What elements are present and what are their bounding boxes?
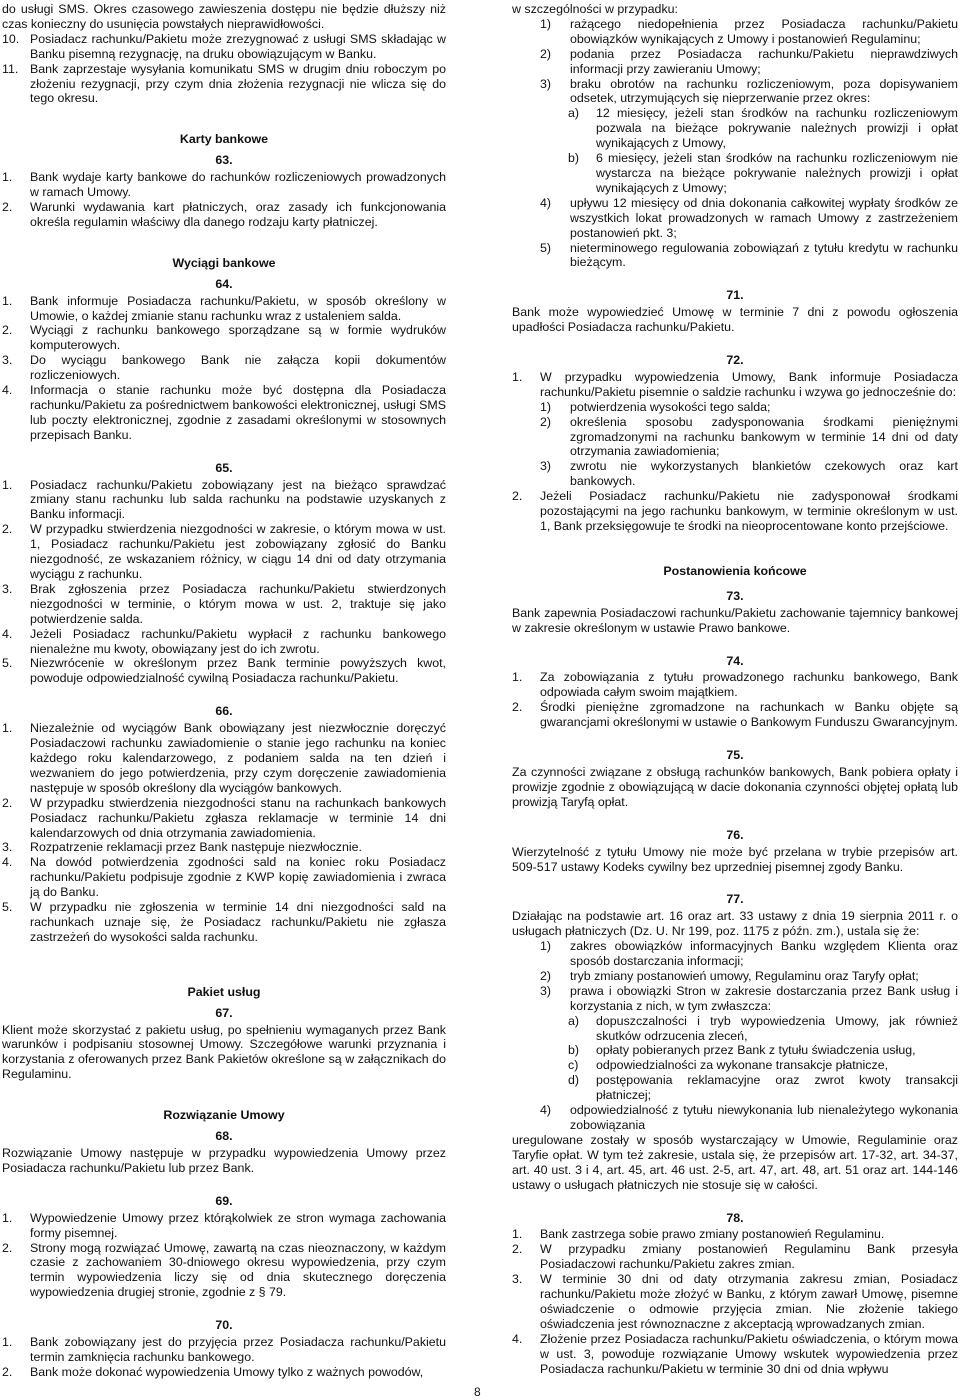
item-number: 1. xyxy=(512,670,523,685)
item-text: opłaty pobieranych przez Bank z tytułu świadczenia usług, xyxy=(596,1043,916,1058)
paragraph: Za czynności związane z obsługą rachunków bankowych, Bank pobiera opłaty i prowizje zgodnie z obowiązującą w dacie dokonania czynności objętej opłatą lub prowizją Taryfą opłat. xyxy=(512,764,958,809)
numbered-item xyxy=(2,1241,446,1301)
numbered-item xyxy=(2,478,446,523)
item-number: b) xyxy=(568,151,580,166)
numbered-item xyxy=(512,700,958,730)
item-number: 1) xyxy=(540,939,552,954)
sub-item xyxy=(540,47,958,77)
numbered-item xyxy=(2,200,446,230)
letter-item xyxy=(568,151,958,196)
numbered-item xyxy=(2,900,446,945)
item-number: b) xyxy=(568,1043,580,1058)
item-number: 2. xyxy=(512,489,523,504)
numbered-item xyxy=(2,383,446,443)
left-column xyxy=(2,2,446,1380)
numbered-item xyxy=(2,656,446,686)
sub-item xyxy=(540,17,958,47)
paragraph: Bank zapewnia Posiadaczowi rachunku/Pakietu zachowanie tajemnicy bankowej w zakresie określonym w ustawie Prawo bankowe. xyxy=(512,605,958,635)
numbered-item xyxy=(512,1227,958,1242)
paragraph: uregulowane zostały w sposób wystarczający w Umowie, Regulaminie oraz Taryfie opłat. W tym też zakresie, ustala się, że przepisów art. 17-32, art. 34-37, art. 40 ust. 3 i 4, art. 45, art. 46 ust. 2-5, art. 47, art. 48, art. 51 oraz art. 144-146 ustawy o usługach płatniczych nie stosuje się w całości. xyxy=(512,1132,958,1192)
item-text: Bank zaprzestaje wysyłania komunikatu SMS w drugim dniu roboczym po złożeniu rezygnacji, przy czym dnia złożenia rezygnacji nie wlicza się do tego okresu. xyxy=(30,61,446,106)
item-number: 4. xyxy=(2,855,13,870)
item-text: Bank informuje Posiadacza rachunku/Pakietu, w sposób określony w Umowie, o każdej zmianie stanu rachunku wraz z ustaleniem salda. xyxy=(30,293,446,323)
item-number: 2. xyxy=(2,795,13,810)
numbered-item xyxy=(2,582,446,627)
letter-item xyxy=(568,1014,958,1044)
item-text: odpowiedzialność z tytułu niewykonania lub nienależytego wykonania zobowiązania xyxy=(570,1103,958,1132)
item-text: określenia sposobu zadysponowania środkami pieniężnymi zgromadzonymi na rachunku bankowym w terminie 14 dni od daty otrzymania zawiadomienia; xyxy=(570,414,958,459)
sub-item xyxy=(540,1103,958,1133)
item-text: W przypadku nie zgłoszenia w terminie 14 dni niezgodności sald na rachunkach uznaje się, że Posiadacz rachunku/Pakietu nie zgłasza zastrzeżeń do wysokości salda rachunku. xyxy=(30,900,446,944)
item-text: zakres obowiązków informacyjnych Banku względem Klienta oraz sposób dostarczania informacji; xyxy=(570,939,958,969)
item-number: 2. xyxy=(2,1364,13,1379)
section-heading: Pakiet usług xyxy=(187,984,261,999)
item-number: 1. xyxy=(2,170,13,185)
item-number: 3) xyxy=(540,983,552,998)
section-heading: Rozwiązanie Umowy xyxy=(163,1108,285,1123)
item-number: 1. xyxy=(2,477,13,492)
item-text: Jeżeli Posiadacz rachunku/Pakietu wypłacił z rachunku bankowego nienależne mu kwoty, obowiązany jest do ich zwrotu. xyxy=(30,626,446,656)
item-text: braku obrotów na rachunku rozliczeniowym, poza dopisywaniem odsetek, utrzymujących się nieprzerwanie przez okres: xyxy=(570,76,958,106)
item-number: 2) xyxy=(540,46,552,61)
article-number: 77. xyxy=(726,892,744,907)
item-text: rażącego niedopełnienia przez Posiadacza rachunku/Pakietu obowiązków wynikających z Umowy i postanowień Regulaminu; xyxy=(570,16,958,46)
numbered-item xyxy=(2,1365,446,1380)
numbered-item xyxy=(2,1335,446,1365)
item-number: a) xyxy=(568,106,580,121)
item-text: Posiadacz rachunku/Pakietu zobowiązany jest na bieżąco sprawdzać zmiany stanu rachunku lub salda rachunku na podstawie uzyskanych z Banku informacji. xyxy=(30,477,446,522)
numbered-item xyxy=(2,796,446,841)
item-text: Do wyciągu bankowego Bank nie załącza kopii dokumentów rozliczeniowych. xyxy=(30,353,446,383)
item-text: W przypadku zmiany postanowień Regulaminu Bank przesyła Posiadaczowi rachunku/Pakietu zakres zmian. xyxy=(540,1242,958,1272)
item-text: postępowania reklamacyjne oraz zwrot kwoty transakcji płatniczej; xyxy=(596,1073,958,1103)
article-number: 74. xyxy=(726,653,744,668)
numbered-item xyxy=(2,1211,446,1241)
item-number: 4) xyxy=(540,1103,552,1118)
item-text: Bank może dokonać wypowiedzenia Umowy tylko z ważnych powodów, xyxy=(30,1364,424,1379)
item-text: Strony mogą rozwiązać Umowę, zawartą na czas nieoznaczony, w każdym czasie z zachowaniem 30-dniowego okresu wypowiedzenia, przy czym termin wypowiedzenia liczy się od dnia skutecznego doręczenia wypowiedzenia drugiej stronie, zgodnie z § 79. xyxy=(30,1240,446,1300)
sub-item xyxy=(540,459,958,489)
numbered-item xyxy=(2,840,446,855)
item-number: 1. xyxy=(2,1210,13,1225)
item-number: c) xyxy=(568,1058,579,1073)
item-text: Rozpatrzenie reklamacji przez Bank następuje niezwłocznie. xyxy=(30,840,362,855)
item-text: upływu 12 miesięcy od dnia dokonania całkowitej wypłaty środków ze wszystkich lokat prowadzonych w ramach Umowy z zastrzeżeniem postanowień pkt. 3; xyxy=(570,195,958,240)
item-text: Niezależnie od wyciągów Bank obowiązany jest niezwłocznie doręczyć Posiadaczowi rachunku zawiadomienie o stanie jego rachunku na koniec każdego roku kalendarzowego, z podaniem salda na ten dzień i wezwaniem do jego potwierdzenia, przy czym doręczenie zawiadomienia następuje w sposób określony dla wyciągów bankowych. xyxy=(30,721,446,795)
letter-item xyxy=(568,1058,958,1073)
item-text: Bank zobowiązany jest do przyjęcia przez Posiadacza rachunku/Pakietu termin zamknięcia rachunku bankowego. xyxy=(30,1335,446,1364)
item-number: 2. xyxy=(2,199,13,214)
item-number: 3. xyxy=(2,840,13,855)
item-text: Bank wydaje karty bankowe do rachunków rozliczeniowych prowadzonych w ramach Umowy. xyxy=(30,170,446,200)
numbered-item xyxy=(512,1242,958,1272)
article-number: 68. xyxy=(215,1129,233,1144)
article-number: 78. xyxy=(726,1210,744,1225)
item-number: 1) xyxy=(540,16,552,31)
numbered-item xyxy=(512,1332,958,1377)
item-text: podania przez Posiadacza rachunku/Pakietu nieprawdziwych informacji przy zawieraniu Umowy; xyxy=(570,46,958,76)
item-text: W terminie 30 dni od daty otrzymania zakresu zmian, Posiadacz rachunku/Pakietu może złożyć w Banku, z którym zawarł Umowę, pisemne oświadczenie o odmowie przyjęcia zmian. Nie złożenie takiego oświadczenia jest równoznaczne z akceptacją wprowadzanych zmian. xyxy=(540,1272,958,1331)
letter-item xyxy=(568,106,958,151)
item-number: 4. xyxy=(512,1331,523,1346)
item-text: W przypadku wypowiedzenia Umowy, Bank informuje Posiadacza rachunku/Pakietu pisemnie o saldzie rachunku i wzywa go jednocześnie do: xyxy=(540,369,958,399)
item-text: zwrotu nie wykorzystanych blankietów czekowych oraz kart bankowych. xyxy=(570,459,958,489)
item-number: 3) xyxy=(540,459,552,474)
numbered-item xyxy=(2,353,446,383)
numbered-item xyxy=(512,1272,958,1332)
item-text: nieterminowego regulowania zobowiązań z tytułu kredytu w rachunku bieżącym. xyxy=(570,240,958,270)
item-text: prawa i obowiązki Stron w zakresie dostarczania przez Bank usług i korzystania z nich, w tym zwłaszcza: xyxy=(570,983,958,1013)
numbered-item xyxy=(512,489,958,534)
item-text: W przypadku stwierdzenia niezgodności w zakresie, o którym mowa w ust. 1, Posiadacz rachunku/Pakietu jest zobowiązany zgłosić do Banku niezgodność, ze wskazaniem różnicy, w ciągu 14 dni od daty otrzymania wyciągu z rachunku. xyxy=(30,522,446,581)
numbered-item xyxy=(2,522,446,582)
sub-item xyxy=(540,984,958,1014)
item-number: 5) xyxy=(540,240,552,255)
item-number: 1. xyxy=(2,293,13,308)
article-number: 67. xyxy=(215,1005,233,1020)
paragraph: Rozwiązanie Umowy następuje w przypadku wypowiedzenia Umowy przez Posiadacza rachunku/Pakietu lub przez Bank. xyxy=(2,1146,446,1175)
item-number: 1. xyxy=(2,1335,13,1350)
item-text: Na dowód potwierdzenia zgodności sald na koniec roku Posiadacz rachunku/Pakietu podpisuje zgodnie z KWP kopię zawiadomienia i zwraca ją do Banku. xyxy=(30,855,446,900)
item-number: 2. xyxy=(512,700,523,715)
right-column xyxy=(512,2,958,1377)
article-number: 71. xyxy=(726,288,744,303)
item-text: Posiadacz rachunku/Pakietu może zrezygnować z usługi SMS składając w Banku pisemną rezygnację, na druku obowiązującym w Banku. xyxy=(30,31,446,61)
item-number: 1. xyxy=(512,1227,523,1242)
paragraph: Działając na podstawie art. 16 oraz art. 33 ustawy z dnia 19 sierpnia 2011 r. o usługach płatniczych (Dz. U. Nr 199, poz. 1175 z późn. zm.), ustala się że: xyxy=(512,909,958,939)
sub-item xyxy=(540,939,958,969)
item-number: 4. xyxy=(2,383,13,398)
item-text: tryb zmiany postanowień umowy, Regulaminu oraz Taryfy opłat; xyxy=(570,968,919,983)
item-text: Wyciągi z rachunku bankowego sporządzane są w formie wydruków komputerowych. xyxy=(30,323,446,353)
item-number: 2) xyxy=(540,968,552,983)
numbered-item xyxy=(2,721,446,796)
article-number: 64. xyxy=(215,276,233,291)
paragraph: Klient może skorzystać z pakietu usług, po spełnieniu wymaganych przez Bank warunków i podpisaniu stosownej Umowy. Szczegółowe warunki przyznania i korzystania z oferowanych przez Bank Pakietów określone są w załącznikach do Regulaminu. xyxy=(2,1022,446,1082)
item-text: 12 miesięcy, jeżeli stan środków na rachunku rozliczeniowym pozwala na bieżące pokrywanie należnych prowizji i opłat wynikających z Umowy, xyxy=(596,106,958,151)
numbered-item xyxy=(2,32,446,62)
item-text: Jeżeli Posiadacz rachunku/Pakietu nie zadysponował środkami pozostającymi na jego rachunku bankowym, w terminie określonym w ust. 1, Bank przeksięgowuje te środki na nieoprocentowane konto przejściowe. xyxy=(540,489,958,533)
sub-item xyxy=(540,196,958,241)
item-text: 6 miesięcy, jeżeli stan środków na rachunku rozliczeniowym nie wystarcza na bieżące pokrywanie należnych prowizji i opłat wynikających z Umowy; xyxy=(596,151,958,195)
item-number: 10. xyxy=(2,31,20,46)
article-number: 63. xyxy=(215,153,233,168)
article-number: 70. xyxy=(215,1318,233,1333)
letter-item xyxy=(568,1073,958,1103)
paragraph: Wierzytelność z tytułu Umowy nie może być przelana w trybie przepisów art. 509-517 ustawy Kodeks cywilny bez uprzedniej pisemnej zgody Banku. xyxy=(512,844,958,874)
item-text: dopuszczalności i tryb wypowiedzenia Umowy, jak również skutków odrzucenia zleceń, xyxy=(596,1013,958,1043)
item-number: 1. xyxy=(2,721,13,736)
item-text: Wypowiedzenie Umowy przez którąkolwiek ze stron wymaga zachowania formy pisemnej. xyxy=(30,1210,446,1240)
item-text: Bank zastrzega sobie prawo zmiany postanowień Regulaminu. xyxy=(540,1227,885,1242)
page-number: 8 xyxy=(474,1385,481,1399)
item-number: 4) xyxy=(540,195,552,210)
numbered-item xyxy=(512,670,958,700)
item-text: Za zobowiązania z tytułu prowadzonego rachunku bankowego, Bank odpowiada całym swoim majątkiem. xyxy=(540,670,958,700)
numbered-item xyxy=(2,855,446,900)
sub-item xyxy=(540,400,958,415)
section-heading: Wyciągi bankowe xyxy=(172,255,276,270)
item-number: 5. xyxy=(2,900,13,915)
item-text: Środki pieniężne zgromadzone na rachunkach w Banku objęte są gwarancjami określonymi w ustawie o Bankowym Funduszu Gwarancyjnym. xyxy=(540,700,958,730)
numbered-item xyxy=(2,323,446,353)
item-number: 11. xyxy=(2,61,19,76)
sub-item xyxy=(540,969,958,984)
item-text: potwierdzenia wysokości tego salda; xyxy=(570,399,771,414)
article-number: 76. xyxy=(726,827,744,842)
paragraph: w szczególności w przypadku: xyxy=(512,2,678,16)
numbered-item xyxy=(2,627,446,657)
paragraph: do usługi SMS. Okres czasowego zawieszenia dostępu nie będzie dłuższy niż czas konieczny do usunięcia powstałych nieprawidłowości. xyxy=(2,2,446,31)
item-number: 4. xyxy=(2,626,13,641)
item-number: 2. xyxy=(2,522,13,537)
section-heading: Karty bankowe xyxy=(179,132,269,147)
section-heading: Postanowienia końcowe xyxy=(663,563,807,578)
item-number: 1. xyxy=(512,369,523,384)
letter-item xyxy=(568,1043,958,1058)
item-text: Warunki wydawania kart płatniczych, oraz zasady ich funkcjonowania określa regulamin właściwy dla danego rodzaju karty płatniczej. xyxy=(30,199,446,229)
item-number: d) xyxy=(568,1073,580,1088)
item-text: Złożenie przez Posiadacza rachunku/Pakietu oświadczenia, o którym mowa w ust. 3, powoduje rozwiązanie Umowy wskutek wypowiedzenia przez Posiadacza rachunku/Pakietu w terminie 30 dni od dnia wpływu xyxy=(540,1331,958,1376)
numbered-item xyxy=(2,62,446,107)
numbered-item xyxy=(2,294,446,324)
sub-item xyxy=(540,415,958,460)
item-number: 3. xyxy=(2,353,13,368)
article-number: 66. xyxy=(215,704,233,719)
item-text: Informacja o stanie rachunku może być dostępna dla Posiadacza rachunku/Pakietu za pośrednictwem bankowości elektronicznej, usługi SMS lub poczty elektronicznej, zgodnie z zasadami określonymi w stosownych przepisach Banku. xyxy=(30,383,446,442)
item-number: 3) xyxy=(540,76,552,91)
article-number: 65. xyxy=(215,460,233,475)
item-number: 2. xyxy=(2,1240,13,1255)
article-number: 69. xyxy=(215,1193,233,1208)
item-number: 2. xyxy=(512,1242,523,1257)
item-text: Brak zgłoszenia przez Posiadacza rachunku/Pakietu stwierdzonych niezgodności w terminie, o którym mowa w ust. 2, traktuje się jako potwierdzenie salda. xyxy=(30,581,446,626)
article-number: 72. xyxy=(726,353,744,368)
item-number: 3. xyxy=(512,1272,523,1287)
item-number: 1) xyxy=(540,399,552,414)
sub-item xyxy=(540,77,958,107)
item-number: 2. xyxy=(2,323,13,338)
item-number: a) xyxy=(568,1013,580,1028)
sub-item xyxy=(540,241,958,271)
item-number: 5. xyxy=(2,656,13,671)
article-number: 75. xyxy=(726,748,744,763)
item-text: Niezwrócenie w określonym przez Bank terminie powyższych kwot, powoduje odpowiedzialność cywilną Posiadacza rachunku/Pakietu. xyxy=(30,656,446,686)
item-number: 3. xyxy=(2,581,13,596)
item-number: 2) xyxy=(540,414,552,429)
item-text: odpowiedzialności za wykonane transakcje płatnicze, xyxy=(596,1058,889,1073)
numbered-item xyxy=(512,370,958,400)
item-text: W przypadku stwierdzenia niezgodności stanu na rachunkach bankowych Posiadacz rachunku/Pakietu zgłasza reklamacje w terminie 14 dni kalendarzowych od dnia otrzymania zawiadomienia. xyxy=(30,795,446,840)
article-number: 73. xyxy=(726,588,744,603)
numbered-item xyxy=(2,170,446,200)
paragraph: Bank może wypowiedzieć Umowę w terminie 7 dni z powodu ogłoszenia upadłości Posiadacza rachunku/Pakietu. xyxy=(512,305,958,335)
